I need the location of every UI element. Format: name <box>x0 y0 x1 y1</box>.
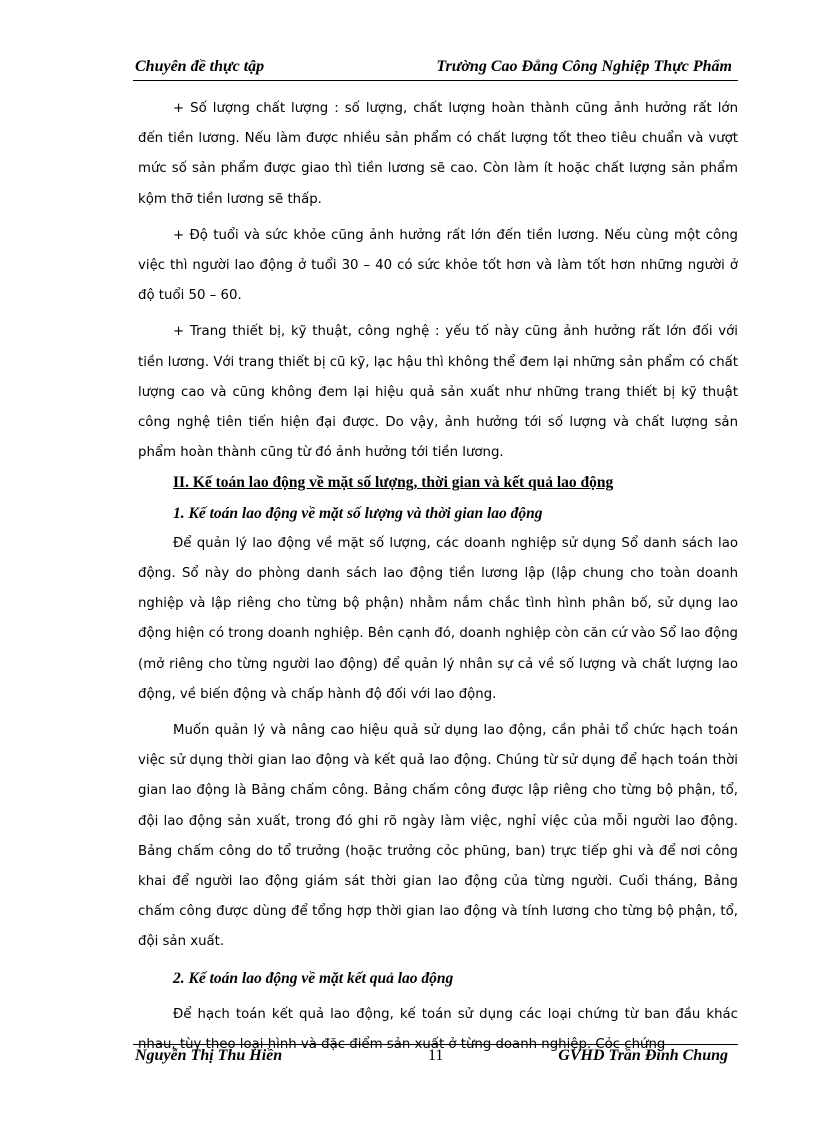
paragraph-equipment-technology: + Trang thiết bị, kỹ thuật, công nghệ : yếu tố này cũng ảnh hưởng rất lớn đối với tiền lương. Với trang thiết bị cũ kỹ, lạc hậu thì không thể đem lại những sản phẩm có chất lượng cao và cũng không đem lại hiệu quả sản xuất như những trang thiết bị kỹ thuật công nghệ tiên tiến hiện đại được. Do vậy, ảnh hưởng tới số lượng và chất lượng sản phẩm hoàn thành cũng từ đó ảnh hưởng tới tiền lương. <box>138 324 738 461</box>
page-number: 11 <box>428 1047 444 1064</box>
page-footer <box>133 1044 738 1069</box>
header-school-name: Trường Cao Đẳng Công Nghiệp Thực Phẩm <box>436 58 732 75</box>
paragraph-timekeeping: Muốn quản lý và nâng cao hiệu quả sử dụng lao động, cần phải tổ chức hạch toán việc sử dụng thời gian lao động và kết quả lao động. Chúng từ sử dụng để hạch toán thời gian lao động là Bảng chấm công. Bảng chấm công được lập riêng cho từng bộ phận, tổ, đội lao động sản xuất, trong đó ghi rõ ngày làm việc, nghỉ việc của mỗi người lao động. Bảng chấm công do tổ trưởng (hoặc trưởng cỏc phũng, ban) trực tiếp ghi và để nơi công khai để người lao động giám sát thời gian lao động của từng người. Cuối tháng, Bảng chấm công được dùng để tổng hợp thời gian lao động và tính lương cho từng bộ phận, tổ, đội sản xuất. <box>138 723 738 950</box>
paragraph-age-health: + Độ tuổi và sức khỏe cũng ảnh hưởng rất lớn đến tiền lương. Nếu cùng một công việc thì người lao động ở tuổi 30 – 40 có sức khỏe tốt hơn và làm tốt hơn những người ở độ tuổi 50 – 60. <box>138 227 738 304</box>
header-document-type: Chuyên đề thực tập <box>135 58 265 75</box>
page-body <box>138 94 738 1060</box>
subsection-heading-2: 2. Kế toán lao động về mặt kết quả lao động <box>173 969 454 987</box>
paragraph-labor-results: Để hạch toán kết quả lao động, kế toán sử dụng các loại chứng từ ban đầu khác nhau, tùy theo loại hình và đặc điểm sản xuất ở từng doanh nghiệp. Cỏc chứng <box>138 1006 738 1053</box>
section-heading-ii: II. Kế toán lao động về mặt số lượng, thời gian và kết quả lao động <box>173 474 614 492</box>
paragraph-labor-quantity: Để quản lý lao động về mặt số lượng, các doanh nghiệp sử dụng Sổ danh sách lao động. Sổ này do phòng danh sách lao động tiền lương lập (lập chung cho toàn doanh nghiệp và lập riêng cho từng bộ phận) nhằm nắm chắc tình hình phân bố, sử dụng lao động hiện có trong doanh nghiệp. Bên cạnh đó, doanh nghiệp còn căn cứ vào Sổ lao động (mở riêng cho từng người lao động) để quản lý nhân sự cả về số lượng và chất lượng lao động, về biến động và chấp hành độ đối với lao động. <box>138 535 738 702</box>
footer-advisor: GVHD Trần Đình Chung <box>558 1047 728 1064</box>
paragraph-quantity-quality: + Số lượng chất lượng : số lượng, chất lượng hoàn thành cũng ảnh hưởng rất lớn đến tiền lương. Nếu làm được nhiều sản phẩm có chất lượng tốt theo tiêu chuẩn và vượt mức số sản phẩm được giao thì tiền lương sẽ cao. Còn làm ít hoặc chất lượng sản phẩm kộm thỡ tiền lương sẽ thấp. <box>138 101 738 207</box>
subsection-heading-1: 1. Kế toán lao động về mặt số lượng và thời gian lao động <box>173 504 543 522</box>
footer-author: Nguyễn Thị Thu Hiền <box>135 1047 283 1064</box>
page-header <box>133 58 738 81</box>
